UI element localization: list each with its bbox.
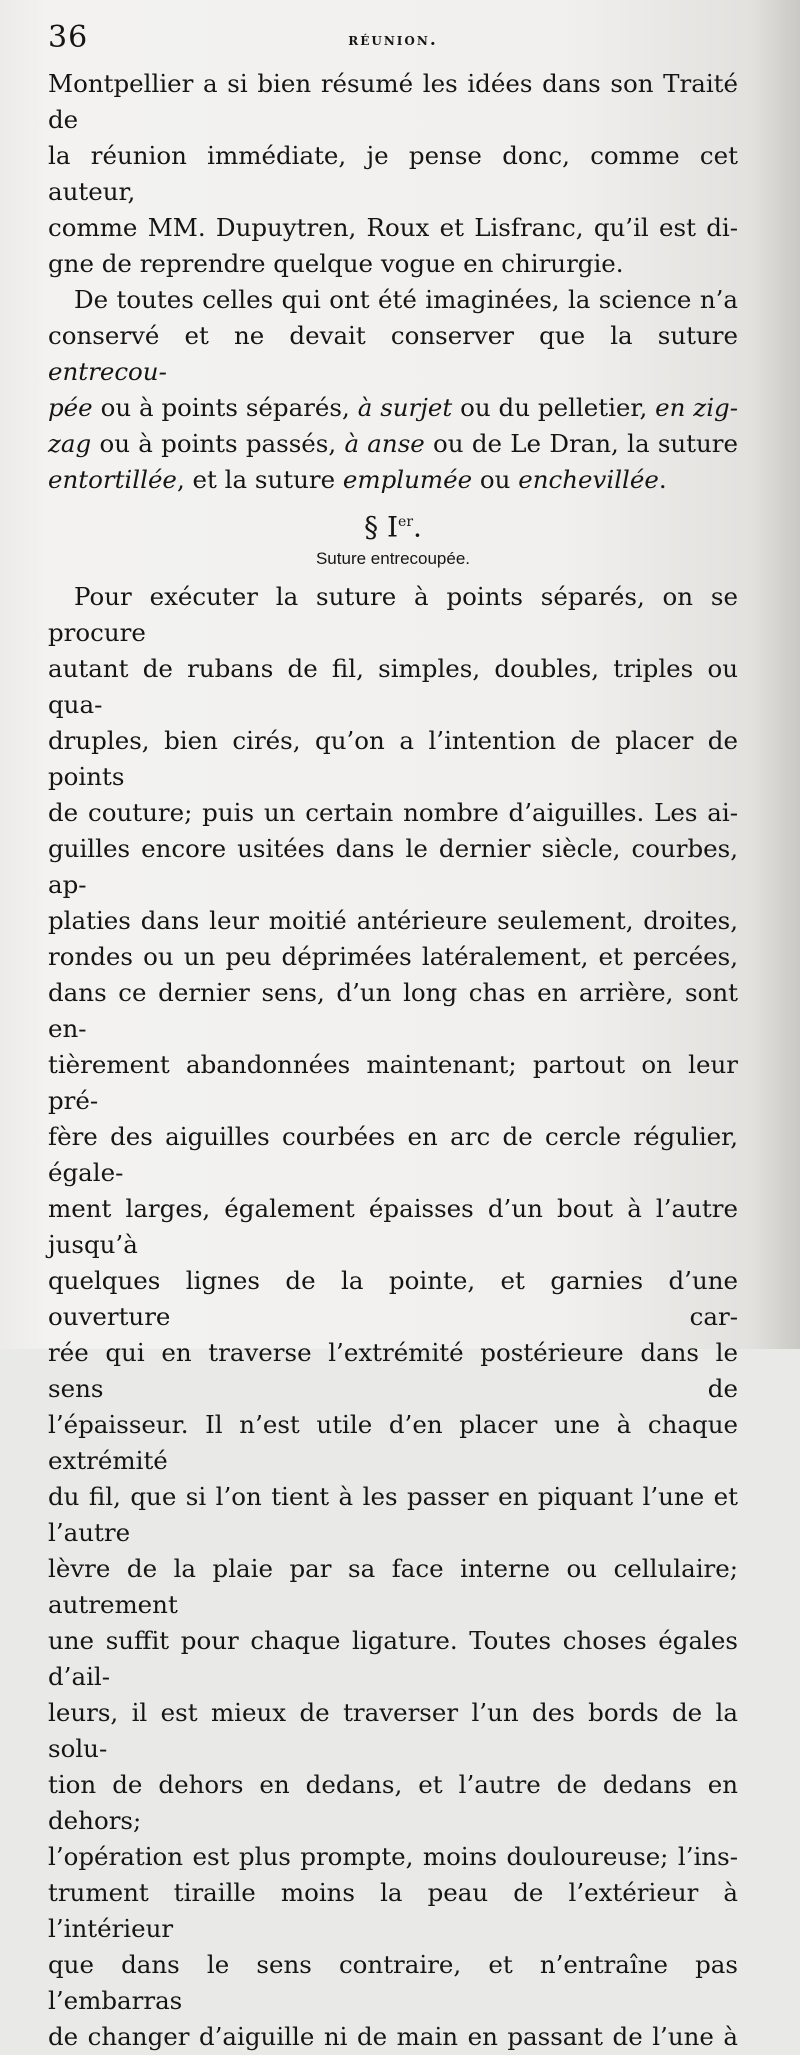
text-line: dans ce dernier sens, d’un long chas en arrière, sont en-: [48, 978, 738, 1044]
italic-term: à surjet: [357, 393, 453, 422]
text-line: entortillée, et la suture emplumée ou enchevillée.: [48, 465, 667, 494]
text-line: fère des aiguilles courbées en arc de cercle régulier, égale-: [48, 1122, 738, 1188]
text-line: guilles encore usitées dans le dernier siècle, courbes, ap-: [48, 834, 738, 900]
text-line: comme MM. Dupuytren, Roux et Lisfranc, qu’il est di-: [48, 213, 738, 242]
text-line: conservé et ne devait conserver que la suture entrecou-: [48, 321, 738, 386]
italic-term: zag: [48, 429, 92, 458]
page-body: [48, 66, 738, 2055]
text-line: leurs, il est mieux de traverser l’un des bords de la solu-: [48, 1698, 738, 1764]
italic-term: enchevillée: [518, 465, 659, 494]
italic-term: à anse: [344, 429, 425, 458]
text-line: tièrement abandonnées maintenant; partout on leur pré-: [48, 1050, 738, 1116]
italic-term: entrecou-: [48, 357, 167, 386]
italic-term: pée: [48, 393, 93, 422]
text-line: lèvre de la plaie par sa face interne ou cellulaire; autrement: [48, 1554, 738, 1620]
text-line: pée ou à points séparés, à surjet ou du pelletier, en zig-: [48, 393, 739, 422]
text-line: gne de reprendre quelque vogue en chirurgie.: [48, 249, 624, 278]
text-line: rondes ou un peu déprimées latéralement, et percées,: [48, 942, 738, 972]
text-line: du fil, que si l’on tient à les passer en piquant l’une et l’autre: [48, 1482, 738, 1548]
text-line: quelques lignes de la pointe, et garnies d’une ouverture car-: [48, 1266, 738, 1332]
running-head: réunion.: [348, 30, 438, 50]
text-line: la réunion immédiate, je pense donc, comme cet auteur,: [48, 141, 738, 206]
text-line: druples, bien cirés, qu’on a l’intention de placer de points: [48, 726, 738, 792]
paragraph-procedure: [48, 579, 738, 2055]
page-number: 36: [48, 20, 89, 55]
text-line: tion de dehors en dedans, et l’autre de dedans en dehors;: [48, 1770, 738, 1836]
text-line: autant de rubans de fil, simples, doubles, triples ou qua-: [48, 654, 738, 720]
paragraph-sutures: [48, 282, 738, 498]
text-line: rée qui en traverse l’extrémité postérieure dans le sens de: [48, 1338, 738, 1404]
page-header: [48, 14, 738, 66]
text-line: l’épaisseur. Il n’est utile d’en placer une à chaque extrémité: [48, 1410, 738, 1476]
text-line: De toutes celles qui ont été imaginées, la science n’a: [74, 285, 738, 314]
text-line: platies dans leur moitié antérieure seulement, droites,: [48, 906, 738, 936]
section-subtitle: Suture entrecoupée.: [315, 549, 471, 569]
text-line: une suffit pour chaque ligature. Toutes choses égales d’ail-: [48, 1626, 738, 1692]
text-line: zag ou à points passés, à anse ou de Le Dran, la suture: [48, 429, 739, 458]
paragraph-continuation: [48, 66, 738, 282]
section-heading: § Ier.: [364, 510, 422, 544]
text-line: de couture; puis un certain nombre d’aiguilles. Les ai-: [48, 798, 738, 828]
italic-term: entortillée: [48, 465, 177, 494]
text-line: de changer d’aiguille ni de main en passant de l’une à: [48, 2022, 738, 2052]
italic-term: en zig-: [655, 393, 739, 422]
text-line: Pour exécuter la suture à points séparés, on se procure: [48, 582, 738, 648]
text-line: Montpellier a si bien résumé les idées dans son Traité de: [48, 69, 738, 134]
text-line: que dans le sens contraire, et n’entraîne pas l’embarras: [48, 1950, 738, 2016]
italic-term: emplumée: [342, 465, 473, 494]
text-line: l’opération est plus prompte, moins douloureuse; l’ins-: [48, 1842, 738, 1872]
text-line: ment larges, également épaisses d’un bout à l’autre jusqu’à: [48, 1194, 738, 1260]
text-line: trument tiraille moins la peau de l’extérieur à l’intérieur: [48, 1878, 738, 1944]
